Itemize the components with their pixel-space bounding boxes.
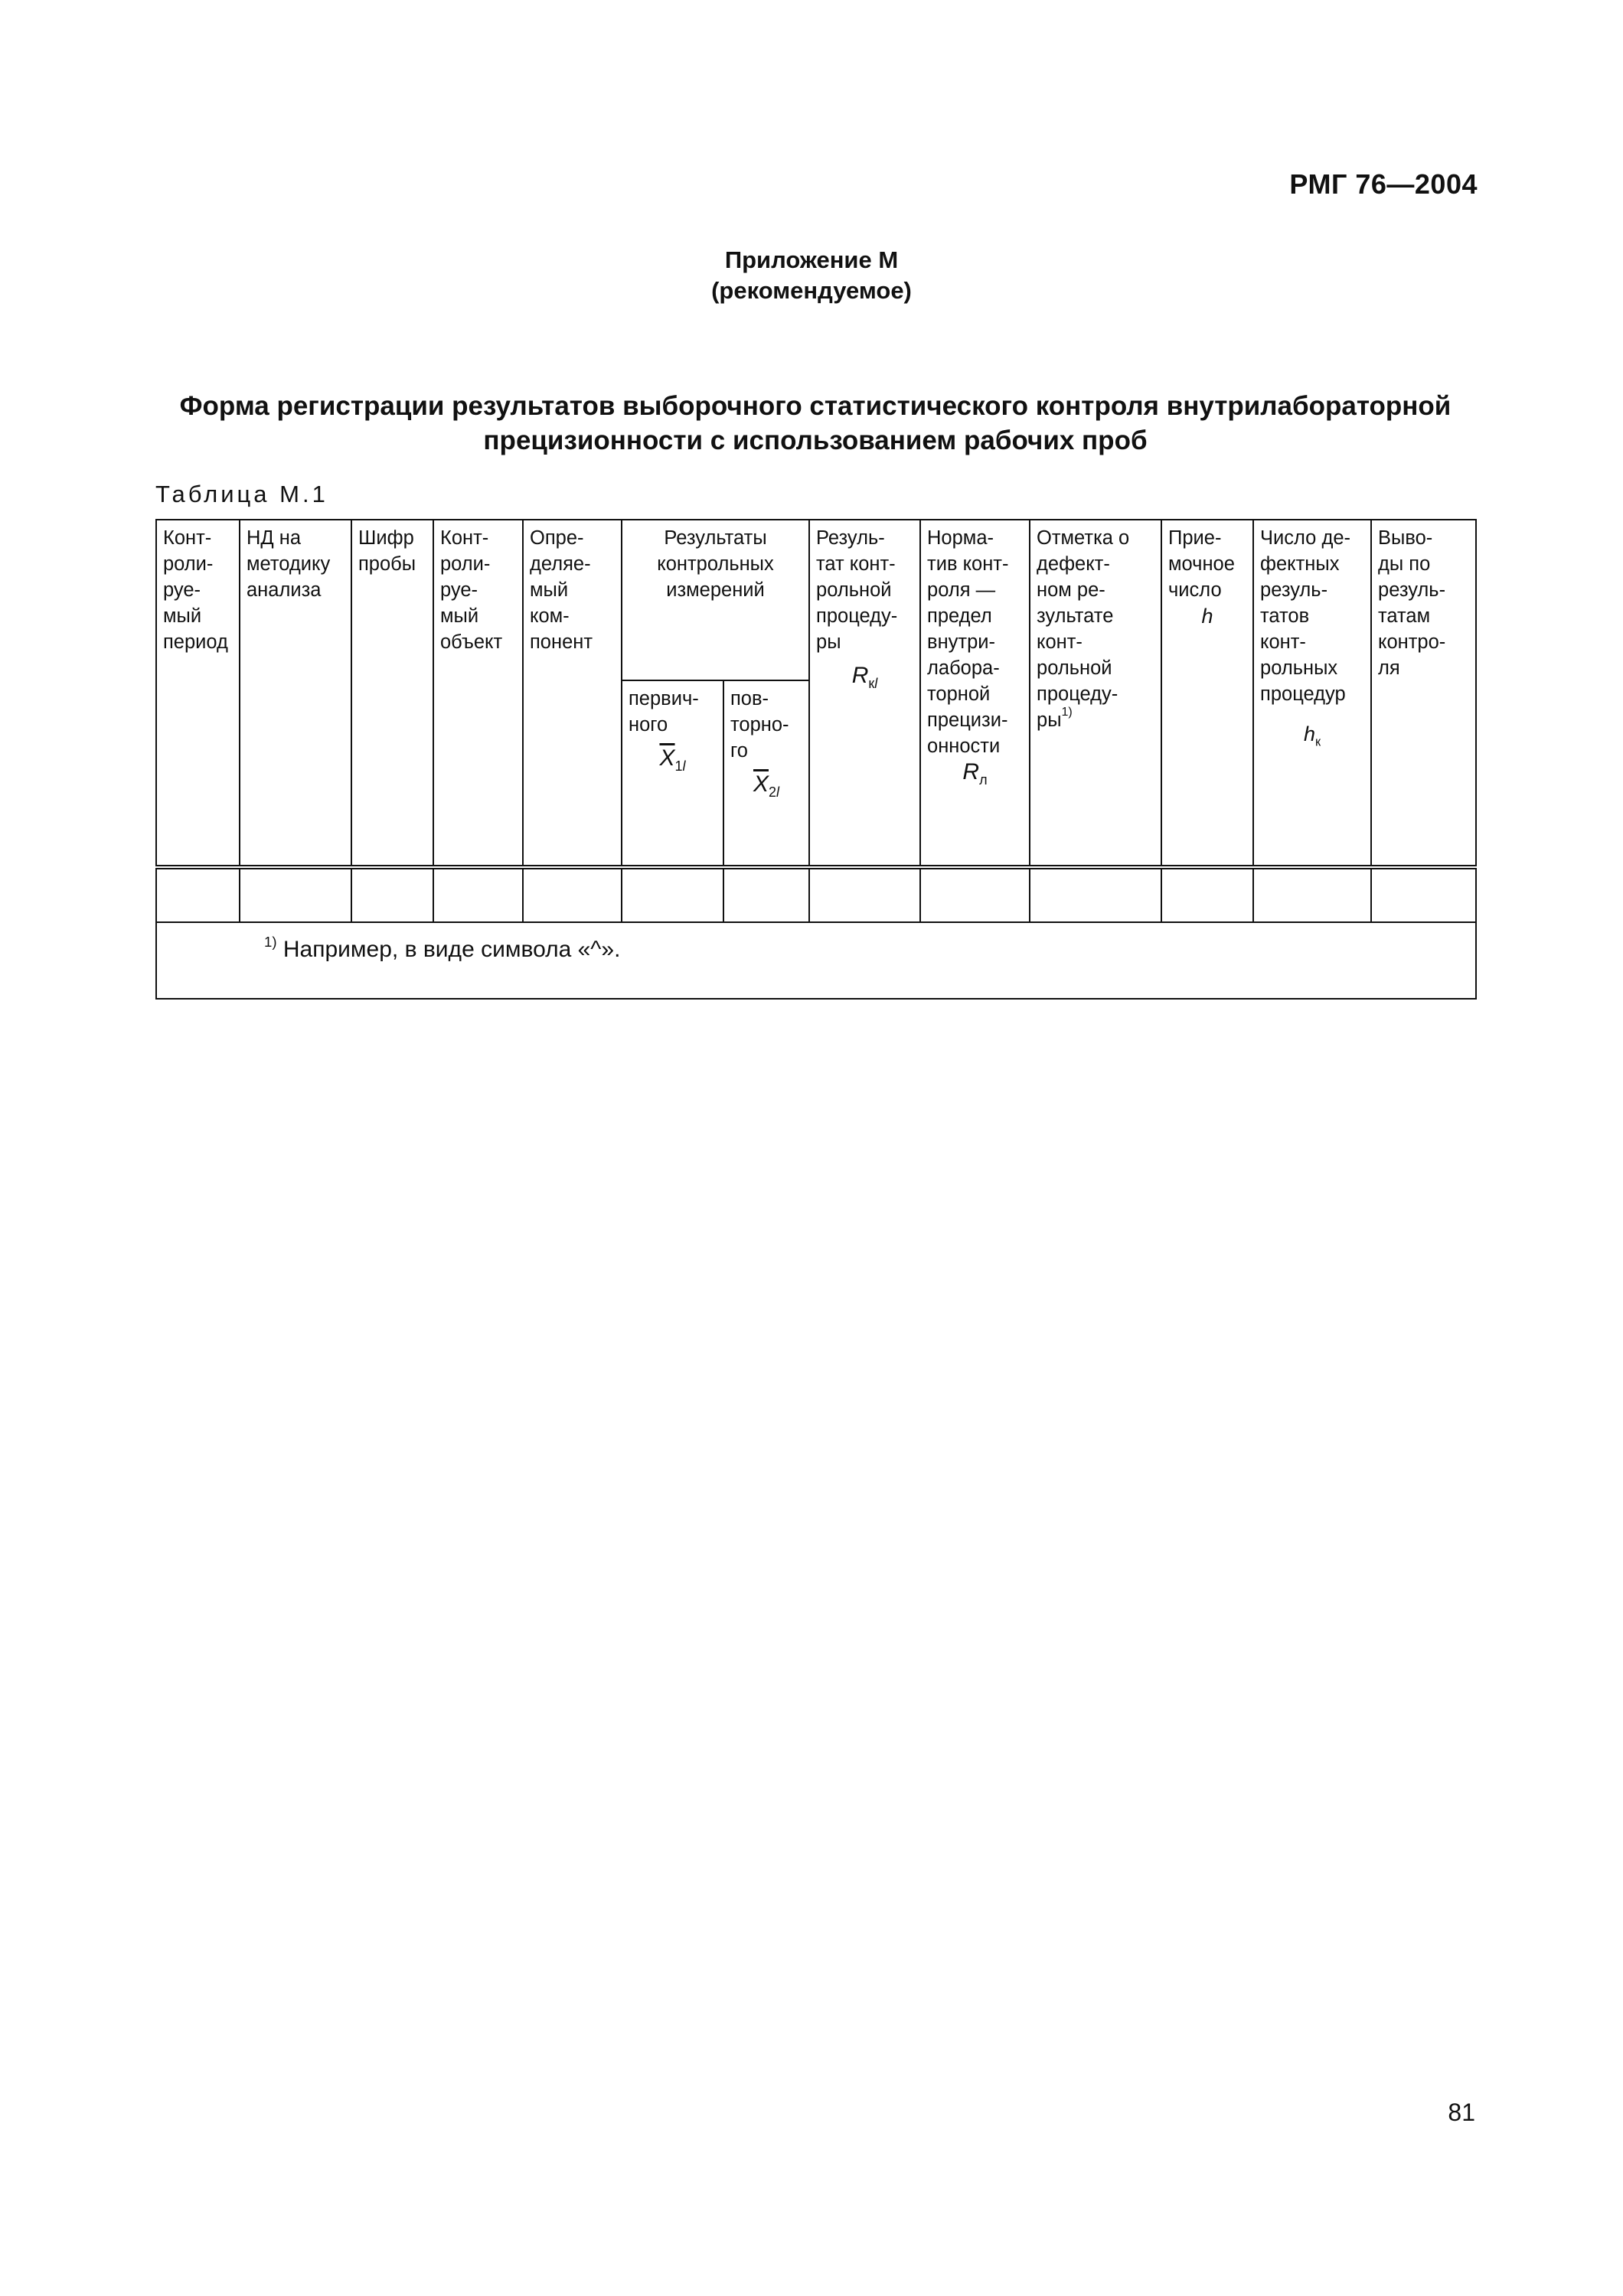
header-controlled-object (433, 520, 523, 867)
footnote (157, 923, 1475, 963)
header-repeat-measurement (723, 680, 809, 867)
table-cell (240, 867, 351, 922)
header-control-measurements-label: Результаты контрольных измерений (657, 527, 774, 601)
repeat-symbol-letter: $\overline{X}$ (753, 771, 769, 797)
header-defective-count (1253, 520, 1371, 867)
header-control-standard-label: Норма- тив конт- роля — предел внутри- лабора- торной прецизи- онности (927, 527, 1009, 757)
table-cell (433, 867, 523, 922)
table-label: Таблица М.1 (155, 481, 328, 507)
table-cell (523, 867, 622, 922)
table-cell (1371, 867, 1476, 922)
subscript-index: l (776, 784, 780, 800)
header-primary-measurement (622, 680, 723, 867)
appendix-heading (0, 245, 1623, 306)
document-code: РМГ 76—2004 (1289, 168, 1478, 200)
header-repeat-measurement-label: пов- торно- го (730, 688, 789, 762)
primary-symbol (629, 745, 717, 779)
primary-symbol-letter: $\overline{X}$ (659, 745, 675, 771)
header-component (523, 520, 622, 867)
registration-table (155, 519, 1477, 1000)
footnote-text: Например, в виде символа «^». (282, 937, 621, 962)
form-title-line-1: Форма регистрации результатов выборочного статистического контроля внутрилабораторной (179, 391, 1452, 421)
table-row (156, 867, 1476, 922)
header-sample-cipher-label: Шифр пробы (358, 527, 416, 575)
form-title (153, 389, 1478, 458)
defect-mark-footnote-ref: 1) (1061, 706, 1073, 719)
standard-symbol-sub: л (979, 772, 988, 788)
table-cell (809, 867, 920, 922)
header-component-label: Опре- деляе- мый ком- понент (530, 527, 593, 653)
table-cell (351, 867, 433, 922)
footnote-row (156, 922, 1476, 999)
table-cell (920, 867, 1030, 922)
header-defective-count-label: Число де- фектных резуль- татов конт- рольных процедур (1260, 527, 1350, 705)
table-cell (1161, 867, 1253, 922)
appendix-note: (рекомендуемое) (711, 277, 912, 304)
repeat-symbol (730, 771, 802, 805)
header-controlled-object-label: Конт- роли- руе- мый объект (440, 527, 503, 653)
control-result-symbol (816, 663, 913, 696)
header-control-measurements (622, 520, 809, 680)
table-cell (723, 867, 809, 922)
subscript-index: l (682, 758, 686, 774)
header-primary-measurement-label: первич- ного (629, 688, 699, 735)
header-control-result (809, 520, 920, 867)
table-cell (1253, 867, 1371, 922)
defective-symbol-letter: h (1303, 722, 1315, 745)
footnote-cell (156, 922, 1476, 999)
header-sample-cipher (351, 520, 433, 867)
header-conclusions (1371, 520, 1476, 867)
table-cell (1030, 867, 1161, 922)
standard-symbol (927, 759, 1023, 793)
appendix-title: Приложение М (724, 246, 899, 273)
page-number: 81 (1448, 2099, 1475, 2126)
form-title-line-2: прецизионности с использованием рабочих проб (483, 426, 1148, 455)
header-nd-method (240, 520, 351, 867)
registration-table-wrapper (155, 519, 1475, 1000)
subscript-index: l (874, 676, 878, 691)
header-controlled-period (156, 520, 240, 867)
header-acceptance-number-label: Прие- мочное число (1168, 527, 1235, 601)
acceptance-symbol: h (1201, 605, 1213, 628)
header-control-result-label: Резуль- тат конт- рольной процеду- ры (816, 527, 898, 653)
table-cell (622, 867, 723, 922)
header-defect-mark (1030, 520, 1161, 867)
footnote-mark: 1) (264, 933, 277, 950)
table-cell (156, 867, 240, 922)
standard-symbol-letter: R (962, 759, 980, 784)
primary-symbol-sub: 1l (674, 758, 686, 774)
header-conclusions-label: Выво- ды по резуль- татам контро- ля (1378, 527, 1446, 679)
defective-symbol-sub: к (1314, 735, 1321, 749)
defective-symbol (1260, 721, 1364, 755)
header-nd-method-label: НД на методику анализа (247, 527, 331, 601)
control-result-symbol-sub: кl (868, 676, 878, 691)
header-controlled-period-label: Конт- роли- руе- мый период (163, 527, 228, 653)
control-result-symbol-letter: R (851, 663, 869, 688)
header-defect-mark-label: Отметка о дефект- ном ре- зультате конт- рольной процеду- ры (1037, 527, 1130, 731)
header-acceptance-number (1161, 520, 1253, 867)
header-control-standard (920, 520, 1030, 867)
repeat-symbol-sub: 2l (769, 784, 780, 800)
